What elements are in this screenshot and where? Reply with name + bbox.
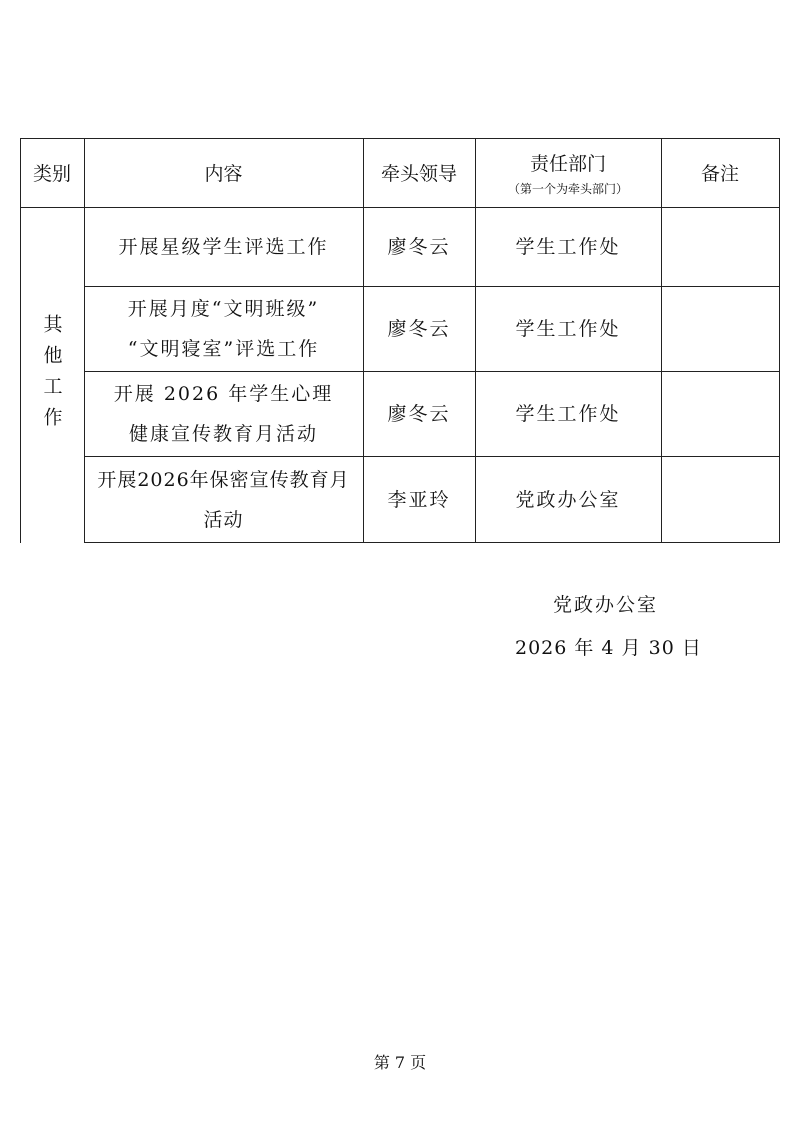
header-leader: 牵头领导	[380, 163, 457, 185]
table-row-content	[84, 208, 363, 286]
page-number: 第 7 页	[373, 1053, 427, 1072]
table-row-remarks	[661, 287, 779, 371]
table-row-department: 党政办公室	[515, 488, 621, 511]
header-category: 类别	[32, 163, 71, 185]
table-row-remarks	[661, 208, 779, 286]
content-line: 健康宣传教育月活动	[128, 423, 318, 445]
header-content: 内容	[204, 163, 243, 185]
table-row-remarks	[661, 372, 779, 456]
signature-date: 2026 年 4 月 30 日	[515, 637, 702, 659]
category-label: 其他工作	[40, 313, 63, 438]
signature-organization: 党政办公室	[553, 594, 659, 616]
table-row-department: 学生工作处	[515, 236, 621, 258]
table-bottom-border	[84, 542, 780, 543]
content-line: 开展星级学生评选工作	[118, 236, 329, 258]
content-line: 开展2026年保密宣传教育月	[97, 468, 350, 491]
table-row-content	[84, 287, 363, 371]
header-department-cell	[475, 138, 661, 207]
table-right-border	[779, 138, 780, 543]
content-line: 开展 2026 年学生心理	[113, 383, 334, 405]
header-department: 责任部门	[529, 152, 606, 175]
category-cell	[20, 208, 84, 543]
table-row-leader: 李亚玲	[387, 488, 451, 511]
table-row-leader: 廖冬云	[387, 236, 451, 258]
content-line: “文明寝室”评选工作	[127, 338, 320, 360]
work-table	[20, 138, 780, 543]
table-row-leader: 廖冬云	[387, 403, 451, 425]
content-line: 活动	[203, 508, 244, 531]
table-row-department: 学生工作处	[515, 403, 621, 425]
header-department-note: （第一个为牵头部门）	[507, 181, 628, 196]
table-row-leader: 廖冬云	[387, 318, 451, 340]
table-row-remarks	[661, 457, 779, 542]
table-row-content	[84, 457, 363, 542]
content-line: 开展月度“文明班级”	[127, 298, 320, 320]
header-remarks: 备注	[700, 163, 739, 185]
table-row-department: 学生工作处	[515, 318, 621, 340]
table-row-content	[84, 372, 363, 456]
